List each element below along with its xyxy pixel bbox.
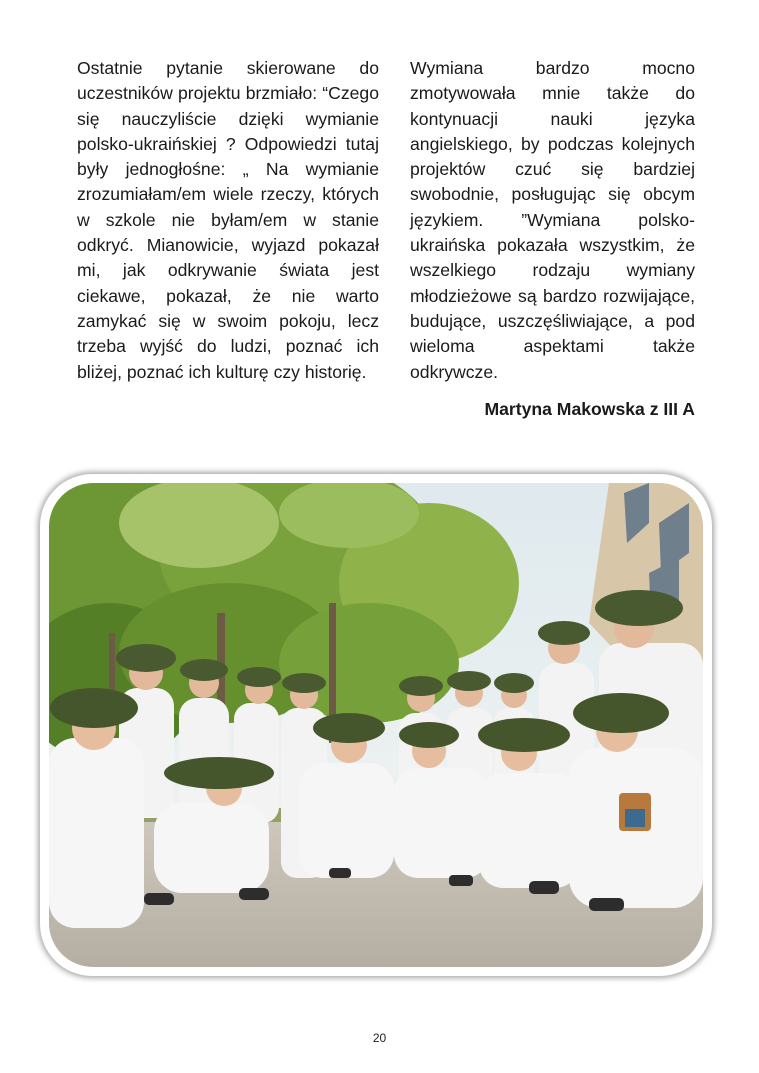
right-column-text: Wymiana bardzo mocno zmotywowała mnie także do kontynuacji nauki języka angielskiego, by podczas kolejnych projektów czuć się bardziej swobodnie, posługując się obcym językiem. ”Wymiana polsko-ukraińska pokazała wszystkim, że wszelkiego rodzaju wymiany młodzieżowe są bardzo rozwijające, budujące, uszczęśliwiające, a pod wieloma aspektami także odkrywcze.: [410, 58, 695, 382]
article-author: Martyna Makowska z III A: [484, 398, 695, 419]
page-number: 20: [372, 1031, 387, 1045]
article-right-column: [410, 56, 695, 422]
article-left-column: [77, 56, 379, 385]
photo-frame: [40, 474, 712, 976]
left-column-text: Ostatnie pytanie skierowane do uczestników projektu brzmiało: “Czego się nauczyliście dzięki wymianie polsko-ukraińskiej ? Odpowiedzi tutaj były jednogłośne: „ Na wymianie zrozumiałam/em wiele rzeczy, których w szkole nie byłam/em w stanie odkryć. Mianowicie, wyjazd pokazał mi, jak odkrywanie świata jest ciekawe, pokazał, że nie warto zamykać się w swoim pokoju, lecz trzeba wyjść do ludzi, poznać ich bliżej, poznać ich kulturę czy historię.: [77, 58, 379, 382]
group-photo: [49, 483, 703, 967]
group-photo-illustration: [49, 483, 703, 967]
